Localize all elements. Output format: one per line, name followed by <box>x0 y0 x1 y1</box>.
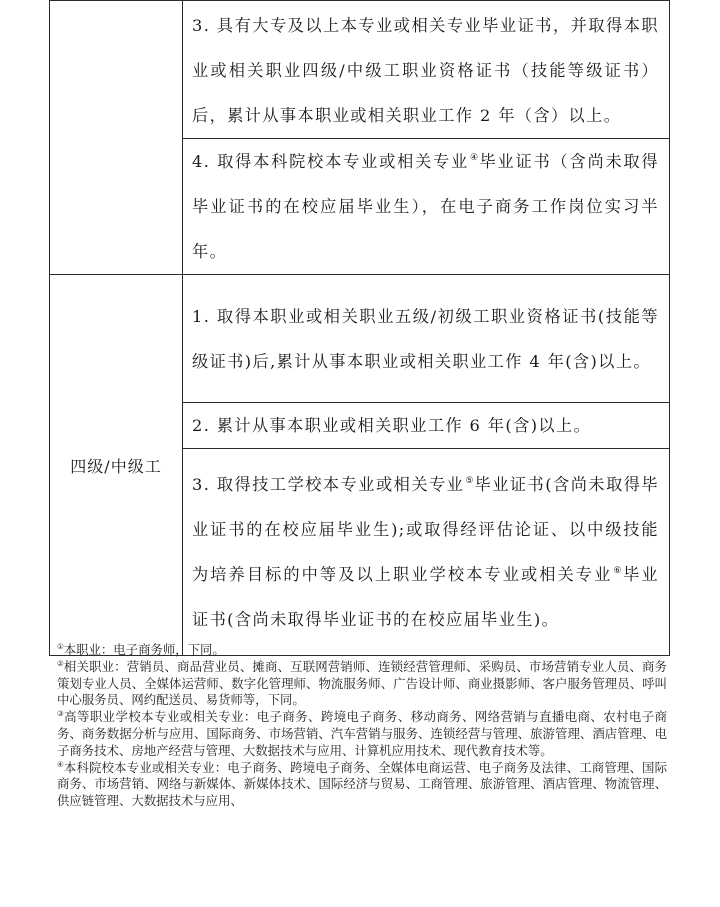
requirement-cell <box>183 139 670 275</box>
table-row <box>50 275 670 403</box>
level-cell <box>50 1 183 275</box>
footnote <box>57 760 667 810</box>
footnote-marker: ② <box>57 658 64 668</box>
footnote <box>57 709 667 759</box>
level-cell-intermediate: 四级/中级工 <box>50 275 183 656</box>
requirement-text: 3. 取得技工学校本专业或相关专业 <box>192 475 465 494</box>
footnote-text: 本职业：电子商务师，下同。 <box>63 642 225 657</box>
footnote-marker: ① <box>57 642 64 651</box>
footnote-marker: ④ <box>470 153 479 163</box>
footnote-text: 高等职业学校本专业或相关专业：电子商务、跨境电子商务、移动商务、网络营销与直播电商、农村电子商务、商务数据分析与应用、国际商务、市场营销、汽车营销与服务、连锁经营与管理、旅游管理、酒店管理、电子商务技术、房地产经营与管理、大数据技术与应用、计算机应用技术、现代教育技术等。 <box>57 709 667 758</box>
requirement-text: 3. 具有大专及以上本专业或相关专业毕业证书，并取得本职业或相关职业四级/中级工职业资格证书（技能等级证书）后，累计从事本职业或相关职业工作 2 年（含）以上。 <box>192 16 659 125</box>
table-row <box>50 1 670 139</box>
requirement-cell <box>183 1 670 139</box>
footnote-marker: ④ <box>57 759 64 769</box>
footnote-marker: ⑥ <box>613 566 623 576</box>
requirement-text: 毕业证书(含尚未取得毕业证书的在校应届毕业生)。 <box>192 565 659 629</box>
requirement-text: 1. 取得本职业或相关职业五级/初级工职业资格证书(技能等级证书)后,累计从事本职业或相关职业工作 4 年(含)以上。 <box>192 306 659 371</box>
requirement-cell <box>183 403 670 449</box>
requirement-text: 毕业证书（含尚未取得毕业证书的在校应届毕业生），在电子商务工作岗位实习半年。 <box>192 152 660 261</box>
requirement-text: 4. 取得本科院校本专业或相关专业 <box>192 152 470 171</box>
requirement-cell <box>183 275 670 403</box>
requirement-cell <box>183 449 670 656</box>
footnote-text: 相关职业：营销员、商品营业员、摊商、互联网营销师、连锁经营管理师、采购员、市场营销专业人员、商务策划专业人员、全媒体运营师、数字化管理师、物流服务师、广告设计师、商业摄影师、客户服务管理员、呼叫中心服务员、网约配送员、易货师等，下同。 <box>57 658 667 708</box>
footnote <box>57 642 667 659</box>
requirement-text: 毕业证书(含尚未取得毕业证书的在校应届毕业生);或取得经评估论证、以中级技能为培养目标的中等及以上职业学校本专业或相关专业 <box>192 475 660 584</box>
footnote-marker: ⑤ <box>465 476 474 486</box>
footnote <box>57 659 667 709</box>
qualification-table <box>49 0 670 656</box>
footnote-text: 本科院校本专业或相关专业：电子商务、跨境电子商务、全媒体电商运营、电子商务及法律、工商管理、国际商务、市场营销、网络与新媒体、新媒体技术、国际经济与贸易、工商管理、旅游管理、酒店管理、物流管理、供应链管理、大数据技术与应用、 <box>57 759 667 809</box>
footnotes <box>57 642 667 810</box>
requirement-text: 2. 累计从事本职业或相关职业工作 6 年(含)以上。 <box>192 416 592 435</box>
footnote-marker: ③ <box>57 709 65 719</box>
